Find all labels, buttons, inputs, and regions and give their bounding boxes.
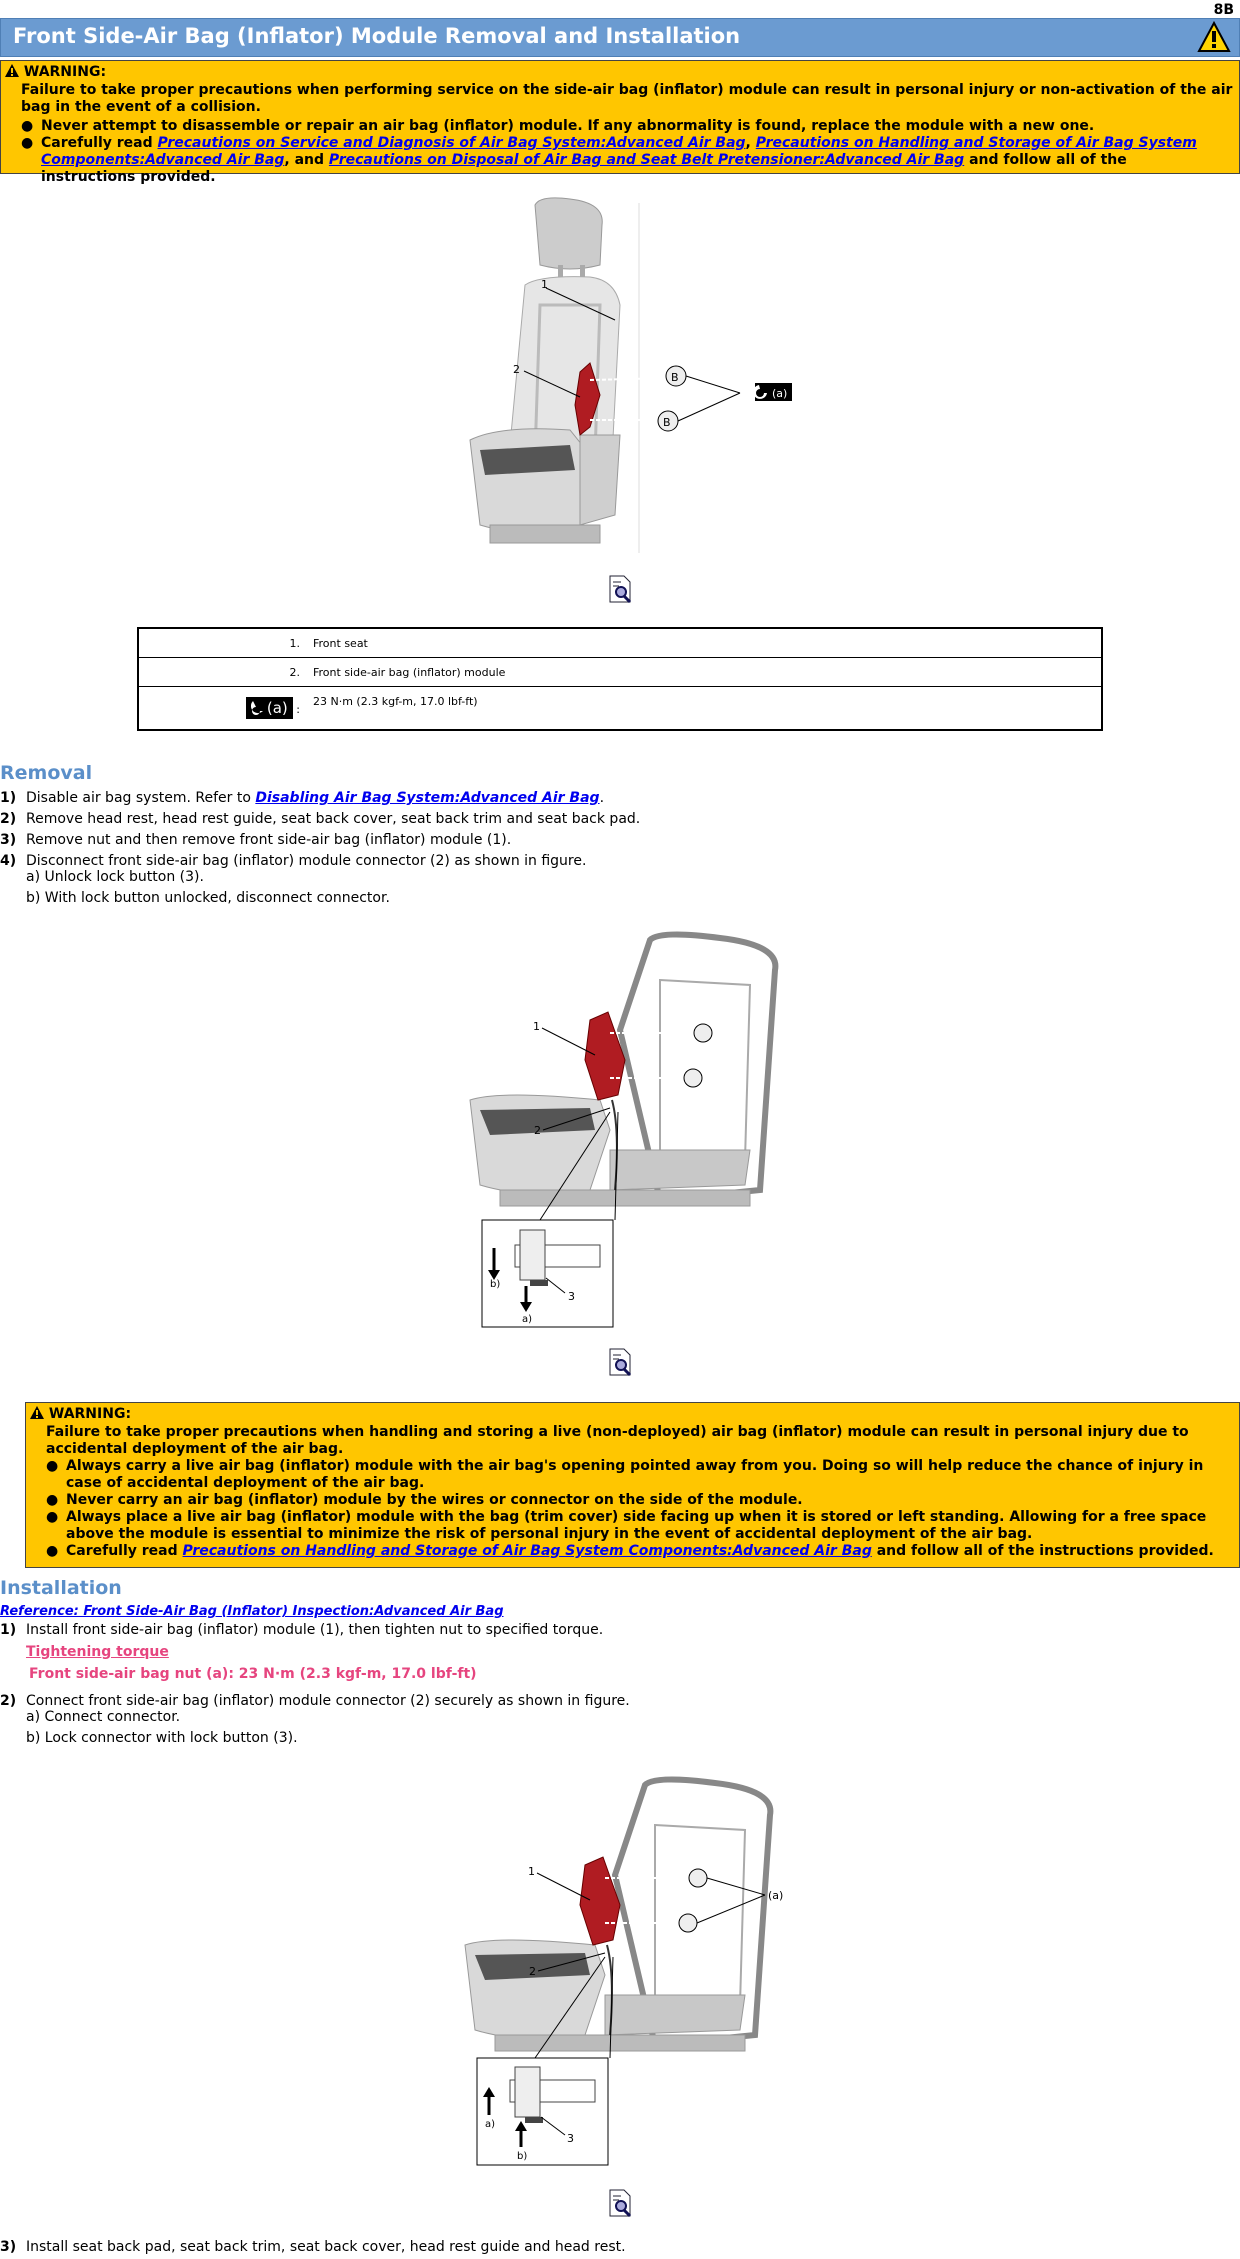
warning-bullet: ● Always place a live air bag (inflator) module with the bag (trim cover) side facing up when it is stored or left standing. Allowing for a free space above the module is essential to minimize the risk of personal injury in the event of accidental deployment of the air bag. <box>46 1509 1207 1542</box>
seat-diagram-1 <box>440 195 800 565</box>
warning-bullet: ● Never carry an air bag (inflator) module by the wires or connector on the side of the module. <box>46 1492 803 1508</box>
nut-icon: B <box>671 371 679 384</box>
precautions-handling-link[interactable]: Precautions on Handling and Storage of Air Bag System Components:Advanced Air Bag <box>182 1543 872 1559</box>
installation-heading: Installation <box>0 1577 122 1599</box>
zoom-icon[interactable] <box>607 2188 635 2218</box>
legend-row: 1. Front seat <box>289 636 368 650</box>
callout-b: b) <box>490 1279 501 1290</box>
callout-3: 3 <box>568 1290 575 1303</box>
page-title: Front Side-Air Bag (Inflator) Module Removal and Installation <box>13 24 741 48</box>
torque-callout: (a) <box>772 387 788 400</box>
warning-bullet: ● Never attempt to disassemble or repair an air bag (inflator) module. If any abnormality is found, replace the module with a new one. <box>21 118 1095 134</box>
callout-a: a) <box>522 1314 533 1325</box>
legend-table <box>137 627 1103 731</box>
installation-substep-b: b) Lock connector with lock button (3). <box>26 1730 298 1746</box>
warning-title: WARNING: <box>30 1406 131 1423</box>
removal-substep-a: a) Unlock lock button (3). <box>26 869 204 885</box>
callout-2: 2 <box>529 1965 536 1978</box>
warning-bullet: ● Carefully read Precautions on Service and Diagnosis of Air Bag System:Advanced Air Bag, Precautions on Handling and Storage of Air Bag System Components:Advanced Air Bag, and Precautions on Disposal of Air Bag and Seat Belt Pretensioner:Advanced Air Bag and follow all of the instructions provided. <box>21 135 1197 185</box>
reference-inspection-link[interactable]: Reference: Front Side-Air Bag (Inflator) Inspection:Advanced Air Bag <box>0 1604 504 1619</box>
seat-diagram-2 <box>460 930 790 1330</box>
warning-box-1 <box>0 60 1240 185</box>
removal-heading: Removal <box>0 762 93 784</box>
zoom-icon[interactable] <box>607 574 635 604</box>
title-bar <box>0 18 1240 57</box>
legend-row: (a) : 23 N·m (2.3 kgf-m, 17.0 lbf-ft) <box>138 687 1102 731</box>
precautions-service-link[interactable]: Precautions on Service and Diagnosis of Air Bag System:Advanced Air Bag <box>157 135 746 151</box>
svg-text:B: B <box>663 416 671 429</box>
callout-1: 1 <box>533 1020 540 1033</box>
callout-3: 3 <box>567 2132 574 2145</box>
disabling-air-bag-link[interactable]: Disabling Air Bag System:Advanced Air Bag <box>255 790 600 806</box>
precautions-disposal-link[interactable]: Precautions on Disposal of Air Bag and Seat Belt Pretensioner:Advanced Air Bag <box>328 152 965 168</box>
callout-2: 2 <box>534 1124 541 1137</box>
precautions-handling-link[interactable]: Precautions on Handling and Storage of Air Bag System Components:Advanced Air Bag <box>41 135 1197 168</box>
installation-substep-a: a) Connect connector. <box>26 1709 181 1725</box>
warning-icon <box>5 64 19 77</box>
warning-bullet: ● Always carry a live air bag (inflator) module with the air bag's opening pointed away from you. Doing so will help reduce the chance of injury in case of accidental deployment of the air bag. <box>46 1458 1204 1491</box>
legend-row: 2. Front side-air bag (inflator) module <box>138 658 1102 687</box>
callout-1: 1 <box>541 278 548 291</box>
callout-2: 2 <box>513 363 520 376</box>
warning-triangle-icon <box>1197 21 1231 53</box>
warning-bullet: ● Carefully read Precautions on Handling and Storage of Air Bag System Components:Advanced Air Bag and follow all of the instructions provided. <box>46 1543 1214 1559</box>
warning-box-2 <box>25 1402 1240 1568</box>
torque-wrench-icon: (a) <box>246 697 293 719</box>
warning-title: WARNING: <box>5 64 106 81</box>
tightening-torque-value: Front side-air bag nut (a): 23 N·m (2.3 kgf-m, 17.0 lbf-ft) <box>29 1666 477 1682</box>
warning-icon <box>30 1406 44 1419</box>
removal-substep-b: b) With lock button unlocked, disconnect connector. <box>26 890 390 906</box>
seat-diagram-3 <box>455 1775 805 2175</box>
section-code: 8B <box>1213 2 1234 18</box>
tightening-torque-label: Tightening torque <box>26 1644 169 1660</box>
zoom-icon[interactable] <box>607 1347 635 1377</box>
warning-intro: Failure to take proper precautions when handling and storing a live (non-deployed) air bag (inflator) module can result in personal injury due to accidental deployment of the air bag. <box>46 1424 1189 1457</box>
callout-a-torque: (a) <box>768 1889 784 1902</box>
callout-b: b) <box>517 2151 528 2162</box>
warning-intro: Failure to take proper precautions when performing service on the side-air bag (inflator) module can result in personal injury or non-activation of the air bag in the event of a collision. <box>21 82 1233 115</box>
callout-1: 1 <box>528 1865 535 1878</box>
callout-a: a) <box>485 2119 496 2130</box>
